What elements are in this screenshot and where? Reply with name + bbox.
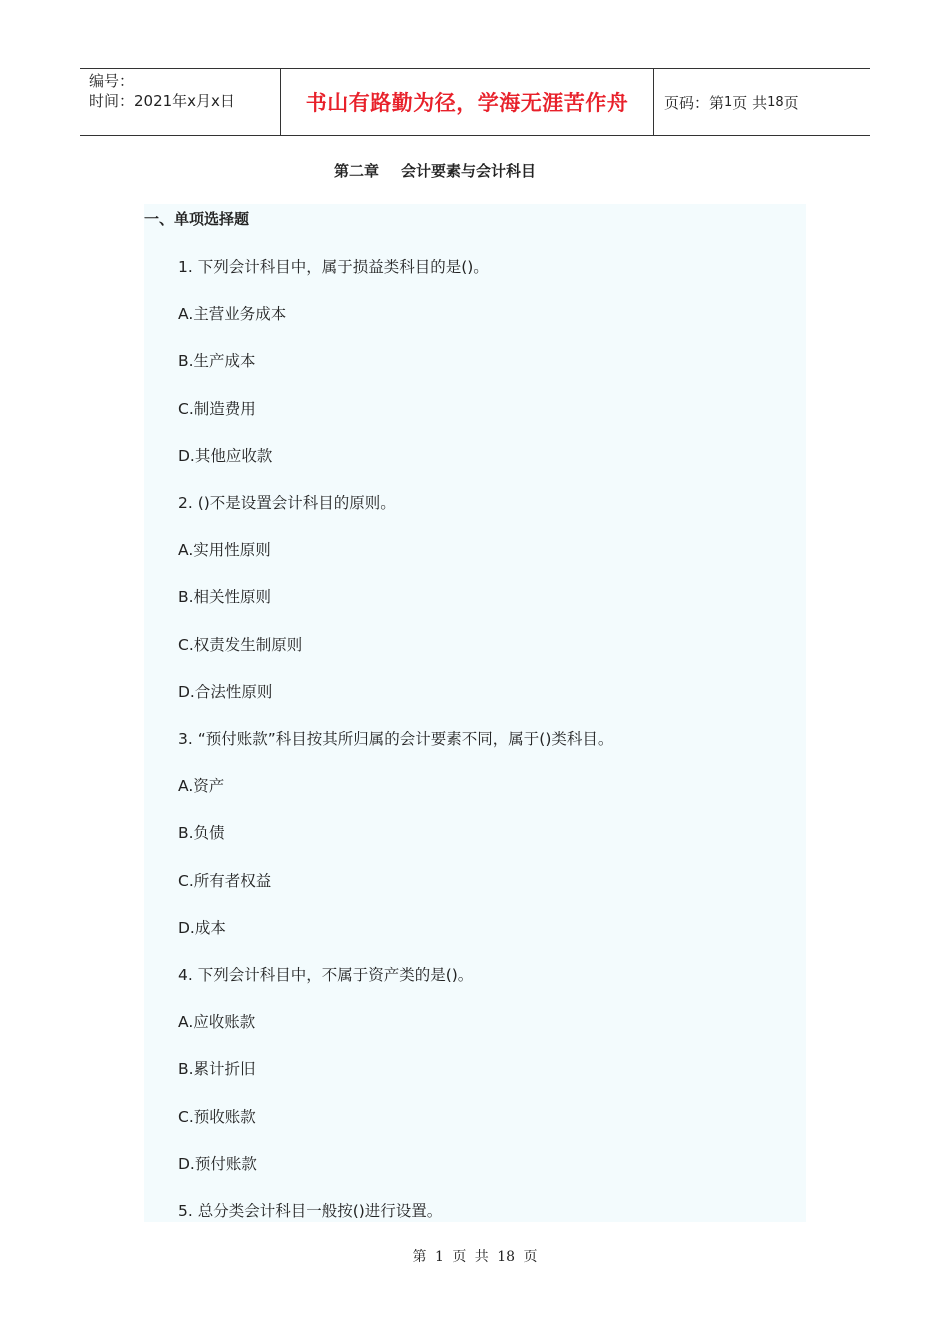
- footer-post: 页: [523, 1249, 538, 1265]
- option-text: D.合法性原则: [178, 683, 273, 701]
- option-text: D.成本: [178, 919, 226, 937]
- header-page-info: [654, 69, 870, 135]
- option-text: C.所有者权益: [178, 872, 272, 890]
- question-text: 2. ()不是设置会计科目的原则。: [178, 494, 396, 512]
- page-end-label: 页: [783, 93, 799, 112]
- question-text: 5. 总分类会计科目一般按()进行设置。: [178, 1202, 443, 1220]
- question-text: 3. “预付账款”科目按其所归属的会计要素不同，属于()类科目。: [178, 730, 614, 748]
- header-table: [80, 68, 870, 136]
- option-text: C.制造费用: [178, 400, 256, 418]
- motto-text: 书山有路勤为径，学海无涯苦作舟: [305, 90, 629, 115]
- document-time-label: 时间：2021年x月x日: [89, 92, 235, 110]
- option-text: D.其他应收款: [178, 447, 273, 465]
- chapter-number: 第二章: [333, 162, 379, 180]
- page-of-label: 页 共: [732, 93, 768, 112]
- page-number: 1: [724, 94, 733, 110]
- page-footer: [0, 1246, 950, 1266]
- option-text: A.应收账款: [178, 1013, 256, 1031]
- option-text: A.实用性原则: [178, 541, 271, 559]
- question-text: 4. 下列会计科目中，不属于资产类的是()。: [178, 966, 474, 984]
- option-text: A.资产: [178, 777, 225, 795]
- option-text: C.预收账款: [178, 1108, 256, 1126]
- option-text: C.权责发生制原则: [178, 636, 303, 654]
- option-text: B.生产成本: [178, 352, 256, 370]
- footer-page: 1: [434, 1249, 444, 1265]
- chapter-name: 会计要素与会计科目: [401, 162, 537, 180]
- chapter-title: [0, 160, 870, 181]
- page-total: 18: [767, 94, 784, 110]
- header-meta-cell: [80, 69, 281, 135]
- page-label: 页码：第: [664, 93, 725, 112]
- option-text: B.负债: [178, 824, 225, 842]
- header-motto-cell: [281, 69, 654, 135]
- footer-total: 18: [497, 1249, 516, 1265]
- question-text: 1. 下列会计科目中，属于损益类科目的是()。: [178, 258, 489, 276]
- footer-mid: 页 共: [452, 1249, 489, 1265]
- document-number-label: 编号：: [89, 72, 135, 90]
- section-heading: 一、单项选择题: [144, 210, 250, 228]
- option-text: A.主营业务成本: [178, 305, 287, 323]
- option-text: B.相关性原则: [178, 588, 272, 606]
- footer-pre: 第: [412, 1249, 427, 1265]
- option-text: B.累计折旧: [178, 1060, 256, 1078]
- option-text: D.预付账款: [178, 1155, 257, 1173]
